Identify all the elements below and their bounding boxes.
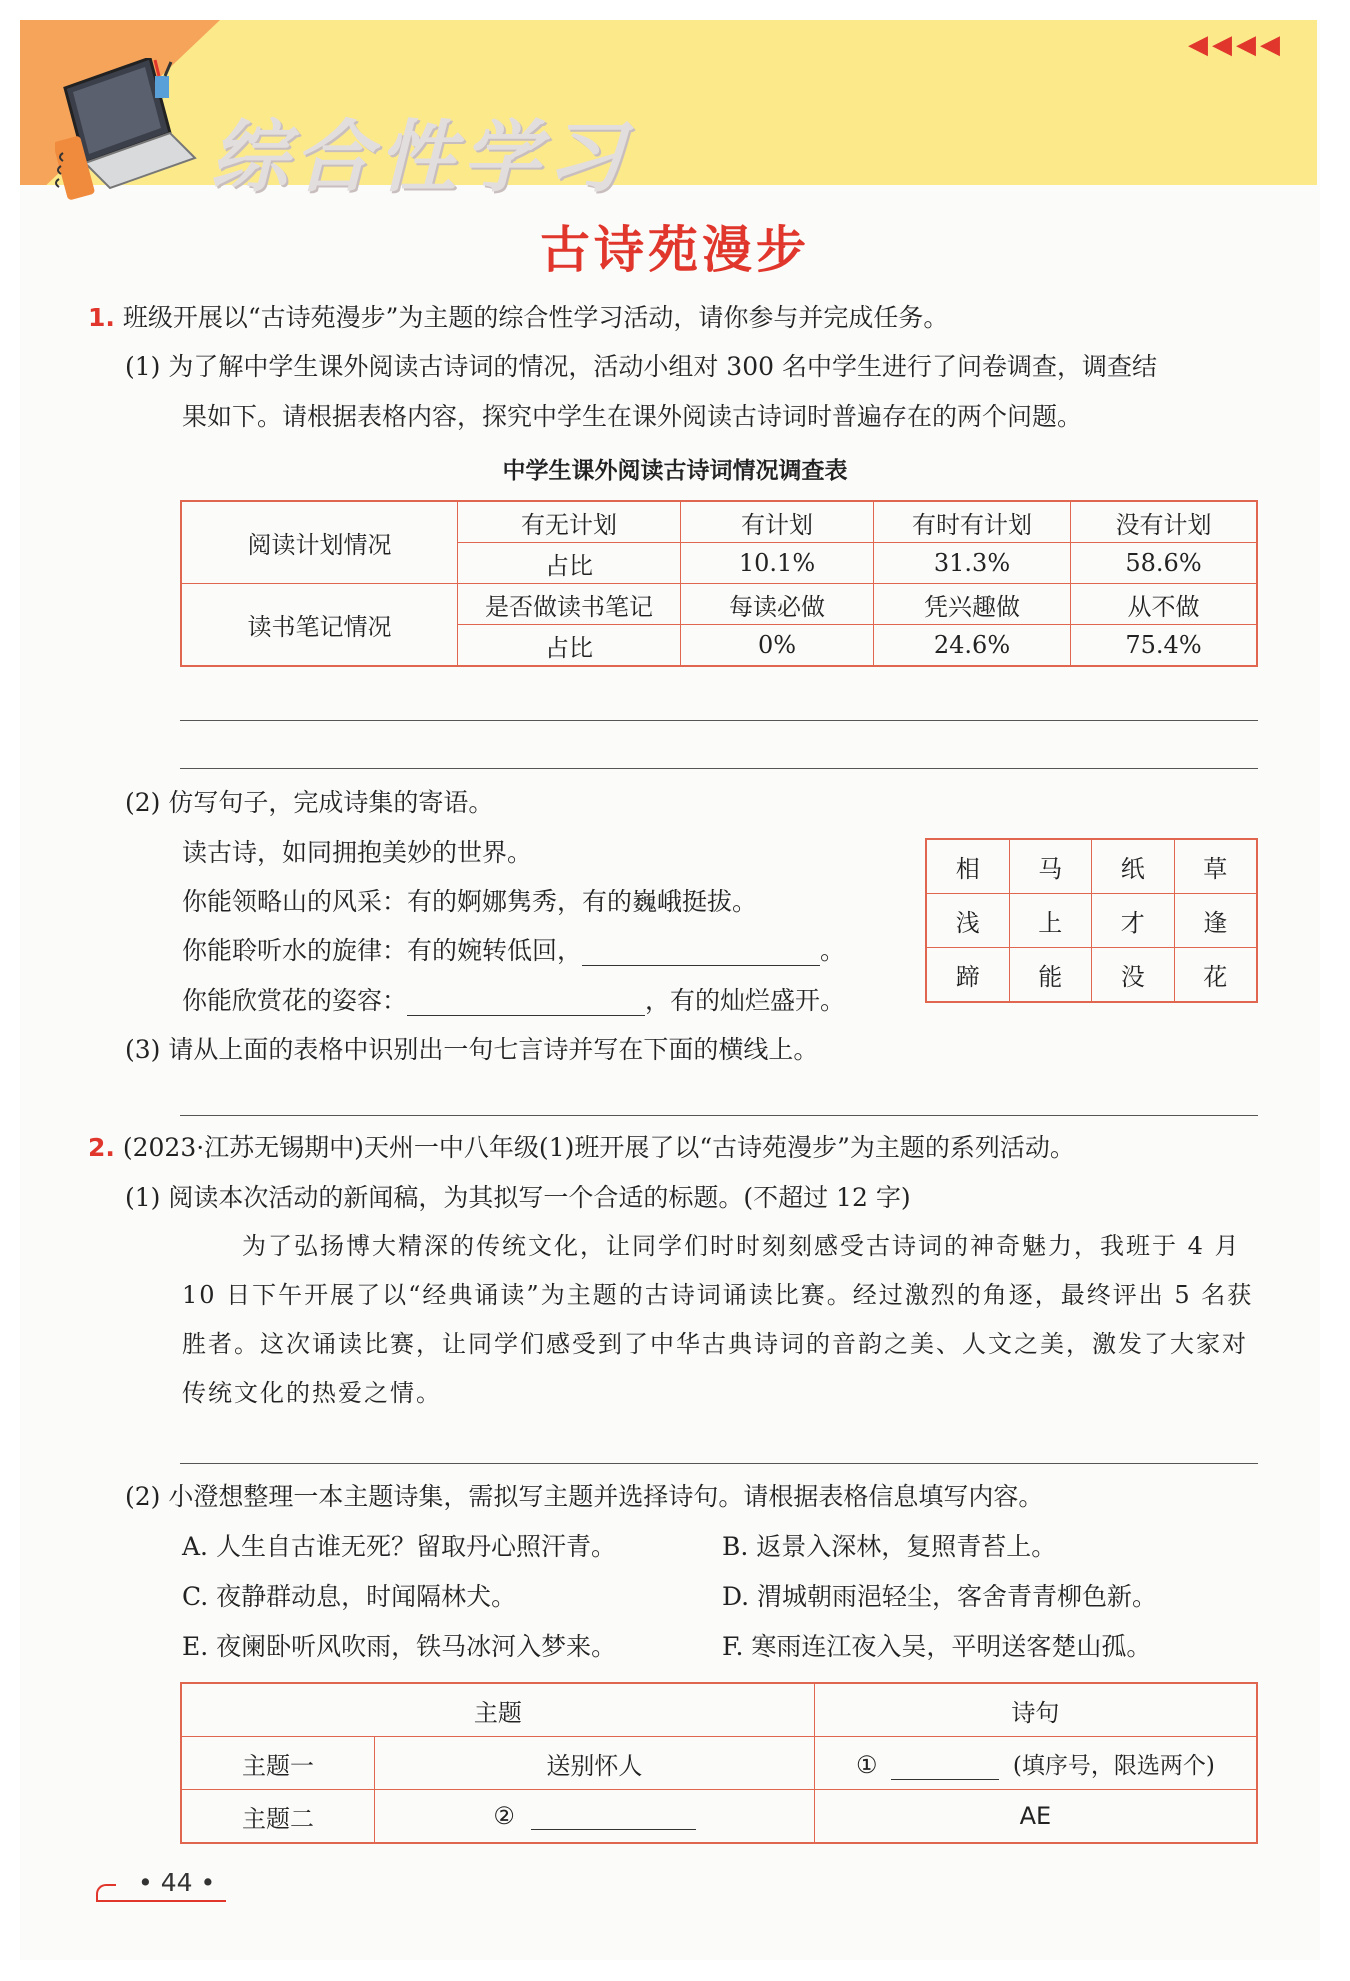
q1-intro-line [88,303,948,333]
answer-line[interactable] [180,768,1258,769]
theme-row1-label: 主题一 [181,1737,375,1790]
survey-cell: 凭兴趣做 [874,584,1071,625]
decorative-arrows-icon: ◀◀◀◀ [1188,30,1284,60]
option-a: A. 人生自古谁无死？留取丹心照汗青。 [182,1532,616,1561]
q1-part2-line4-text: 你能欣赏花的姿容： [182,986,408,1015]
theme-row1-theme: 送别怀人 [375,1737,815,1790]
fill-blank[interactable] [531,1805,696,1830]
answer-line[interactable] [180,720,1258,721]
grid-cell: 能 [1009,948,1092,1003]
survey-cell: 58.6% [1071,543,1258,584]
q2-number: 2. [88,1133,115,1162]
laptop-icon [55,58,205,208]
survey-table [180,500,1258,667]
grid-cell: 马 [1009,839,1092,894]
q1-part2-line3 [182,936,845,966]
survey-cell: 有时有计划 [874,501,1071,543]
answer-line[interactable] [180,1463,1258,1464]
q1-part2-line3-end: 。 [820,936,846,965]
survey-cell: 0% [681,625,874,667]
q1-part2-line3-text: 你能聆听水的旋律：有的婉转低回， [182,936,583,965]
q1-part1-line1: (1) 为了解中学生课外阅读古诗词的情况，活动小组对 300 名中学生进行了问卷调查，调查结 [125,352,1157,381]
theme-row2-theme [375,1790,815,1844]
theme-row2-label: 主题二 [181,1790,375,1844]
poem-header: 诗句 [814,1683,1257,1737]
circle-one-marker: ① [856,1750,878,1779]
theme-row2-poem: AE [814,1790,1257,1844]
answer-line[interactable] [180,1115,1258,1116]
q1-part3-label: (3) 请从上面的表格中识别出一句七言诗并写在下面的横线上。 [125,1035,819,1064]
theme-table [180,1682,1258,1844]
survey-cell: 从不做 [1071,584,1258,625]
q1-intro: 班级开展以“古诗苑漫步”为主题的综合性学习活动，请你参与并完成任务。 [122,303,949,332]
survey-cell: 75.4% [1071,625,1258,667]
grid-cell: 没 [1092,948,1175,1003]
survey-cell: 占比 [458,625,681,667]
q2-part1-label: (1) 阅读本次活动的新闻稿，为其拟写一个合适的标题。(不超过 12 字) [125,1183,911,1212]
q2-part2-label: (2) 小澄想整理一本主题诗集，需拟写主题并选择诗句。请根据表格信息填写内容。 [125,1482,1044,1511]
q1-number: 1. [88,303,115,332]
q2-intro-line [88,1133,1075,1163]
fill-blank[interactable] [891,1755,999,1780]
character-grid [925,838,1258,1003]
grid-cell: 才 [1092,894,1175,948]
q1-part2-line4 [182,986,845,1016]
grid-cell: 浅 [926,894,1009,948]
survey-cell: 是否做读书笔记 [458,584,681,625]
q1-part1-line2: 果如下。请根据表格内容，探究中学生在课外阅读古诗词时普遍存在的两个问题。 [182,402,1083,431]
q1-part2-line4-end: ，有的灿烂盛开。 [645,986,846,1015]
theme-header: 主题 [181,1683,814,1737]
grid-cell: 草 [1174,839,1257,894]
survey-table-caption: 中学生课外阅读古诗词情况调查表 [502,458,848,484]
option-f: F. 寒雨连江夜入吴，平明送客楚山孤。 [722,1632,1152,1661]
theme-row1-note: (填序号，限选两个) [1012,1752,1215,1779]
survey-cell: 每读必做 [681,584,874,625]
fill-blank[interactable] [582,941,820,966]
grid-cell: 蹄 [926,948,1009,1003]
survey-row2-label: 读书笔记情况 [181,584,458,667]
survey-cell: 24.6% [874,625,1071,667]
circle-two-marker: ② [493,1802,515,1830]
survey-cell: 有计划 [681,501,874,543]
q1-part2-line2: 你能领略山的风采：有的婀娜隽秀，有的巍峨挺拔。 [182,887,758,916]
option-d: D. 渭城朝雨浥轻尘，客舍青青柳色新。 [722,1582,1158,1611]
q1-part2-label: (2) 仿写句子，完成诗集的寄语。 [125,788,494,817]
news-article: 为了弘扬博大精深的传统文化，让同学们时时刻刻感受古诗词的神奇魅力，我班于 4 月 10 日下午开展了以“经典诵读”为主题的古诗词诵读比赛。经过激烈的角逐，最终评出 5 名获胜者。这次诵读比赛，让同学们感受到了中华古典诗词的音韵之美、人文之美，激发了大家对传统文化的热爱之情。 [182,1232,1254,1407]
survey-cell: 10.1% [681,543,874,584]
theme-row1-poem [814,1737,1257,1790]
grid-cell: 相 [926,839,1009,894]
option-b: B. 返景入深林，复照青苔上。 [722,1532,1057,1561]
grid-cell: 纸 [1092,839,1175,894]
page-number: • 44 • [138,1868,216,1897]
survey-row1-label: 阅读计划情况 [181,501,458,584]
section-title: 古诗苑漫步 [540,221,810,279]
survey-cell: 31.3% [874,543,1071,584]
option-c: C. 夜静群动息，时闻隔林犬。 [182,1582,517,1611]
q1-part2-line1: 读古诗，如同拥抱美妙的世界。 [182,838,533,867]
grid-cell: 上 [1009,894,1092,948]
q2-intro: (2023·江苏无锡期中)天州一中八年级(1)班开展了以“古诗苑漫步”为主题的系列活动。 [122,1133,1075,1162]
fill-blank[interactable] [407,991,645,1016]
grid-cell: 逢 [1174,894,1257,948]
banner-title: 综合性学习 [210,113,631,203]
survey-cell: 没有计划 [1071,501,1258,543]
option-e: E. 夜阑卧听风吹雨，铁马冰河入梦来。 [182,1632,617,1661]
survey-cell: 占比 [458,543,681,584]
survey-cell: 有无计划 [458,501,681,543]
grid-cell: 花 [1174,948,1257,1003]
page-number-underline [98,1900,226,1902]
